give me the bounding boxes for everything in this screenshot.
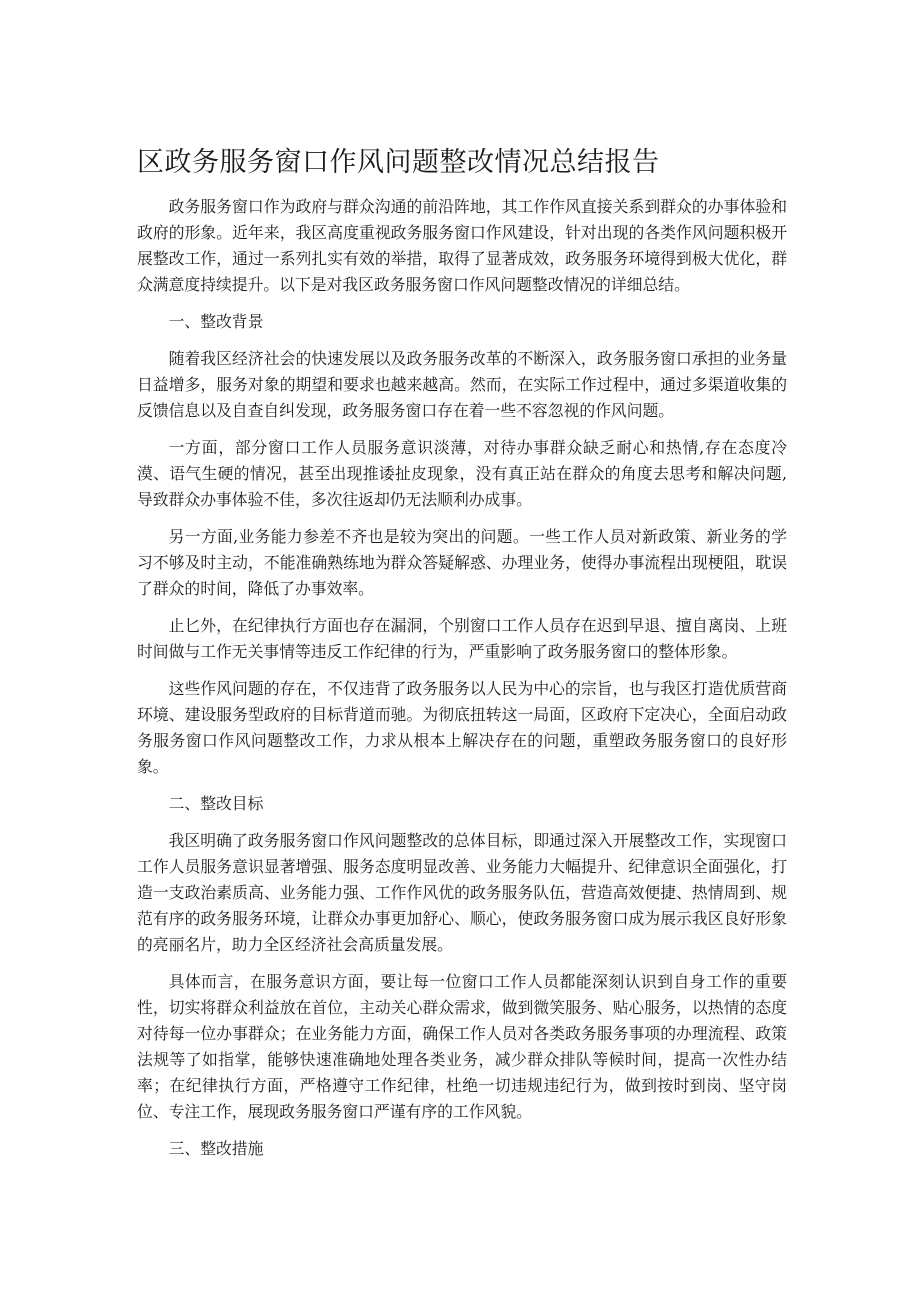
paragraph: 这些作风问题的存在，不仅违背了政务服务以人民为中心的宗旨，也与我区打造优质营商环境、建设服务型政府的目标背道而驰。为彻底扭转这一局面，区政府下定决心，全面启动政务服务窗口作风问题整改工作，力求从根本上解决存在的问题，重塑政务服务窗口的良好形象。 [137,679,787,776]
section-heading-background: 一、整改背景 [168,312,264,331]
paragraph: 一方面，部分窗口工作人员服务意识淡薄，对待办事群众缺乏耐心和热情,存在态度冷漠、语气生硬的情况，甚至出现推诿扯皮现象，没有真正站在群众的角度去思考和解决问题,导致群众办事体验不佳，多次往返却仍无法顺利办成事。 [137,438,787,509]
section-heading-measures: 三、整改措施 [168,1139,264,1158]
paragraph: 我区明确了政务服务窗口作风问题整改的总体目标，即通过深入开展整改工作，实现窗口工作人员服务意识显著增强、服务态度明显改善、业务能力大幅提升、纪律意识全面强化，打造一支政治素质高、业务能力强、工作作风优的政务服务队伍，营造高效便捷、热情周到、规范有序的政务服务环境，让群众办事更加舒心、顺心，使政务服务窗口成为展示我区良好形象的亮丽名片，助力全区经济社会高质量发展。 [137,831,787,954]
paragraph: 随着我区经济社会的快速发展以及政务服务改革的不断深入，政务服务窗口承担的业务量日益增多，服务对象的期望和要求也越来越高。然而，在实际工作过程中，通过多渠道收集的反馈信息以及自查自纠发现，政务服务窗口存在着一些不容忽视的作风问题。 [137,349,787,420]
paragraph: 具体而言，在服务意识方面，要让每一位窗口工作人员都能深刻认识到自身工作的重要性，切实将群众利益放在首位，主动关心群众需求，做到微笑服务、贴心服务，以热情的态度对待每一位办事群众；在业务能力方面，确保工作人员对各类政务服务事项的办理流程、政策法规等了如指掌，能够快速准确地处理各类业务，减少群众排队等候时间，提高一次性办结率；在纪律执行方面，严格遵守工作纪律，杜绝一切违规违纪行为，做到按时到岗、坚守岗位、专注工作，展现政务服务窗口严谨有序的工作风貌。 [137,972,787,1121]
document-body [137,194,787,1173]
document-title: 区政务服务窗口作风问题整改情况总结报告 [137,147,660,178]
paragraph: 另一方面,业务能力参差不齐也是较为突出的问题。一些工作人员对新政策、新业务的学习不够及时主动，不能准确熟练地为群众答疑解惑、办理业务，使得办事流程出现梗阻，耽误了群众的时间，降低了办事效率。 [137,527,787,598]
paragraph: 止匕外，在纪律执行方面也存在漏洞，个别窗口工作人员存在迟到早退、擅自离岗、上班时间做与工作无关事情等违反工作纪律的行为，严重影响了政务服务窗口的整体形象。 [137,616,787,661]
section-heading-goals: 二、整改目标 [168,794,264,813]
intro-paragraph: 政务服务窗口作为政府与群众沟通的前沿阵地，其工作作风直接关系到群众的办事体验和政府的形象。近年来，我区高度重视政务服务窗口作风建设，针对出现的各类作风问题积极开展整改工作，通过一系列扎实有效的举措，取得了显著成效，政务服务环境得到极大优化，群众满意度持续提升。以下是对我区政务服务窗口作风问题整改情况的详细总结。 [137,197,787,294]
